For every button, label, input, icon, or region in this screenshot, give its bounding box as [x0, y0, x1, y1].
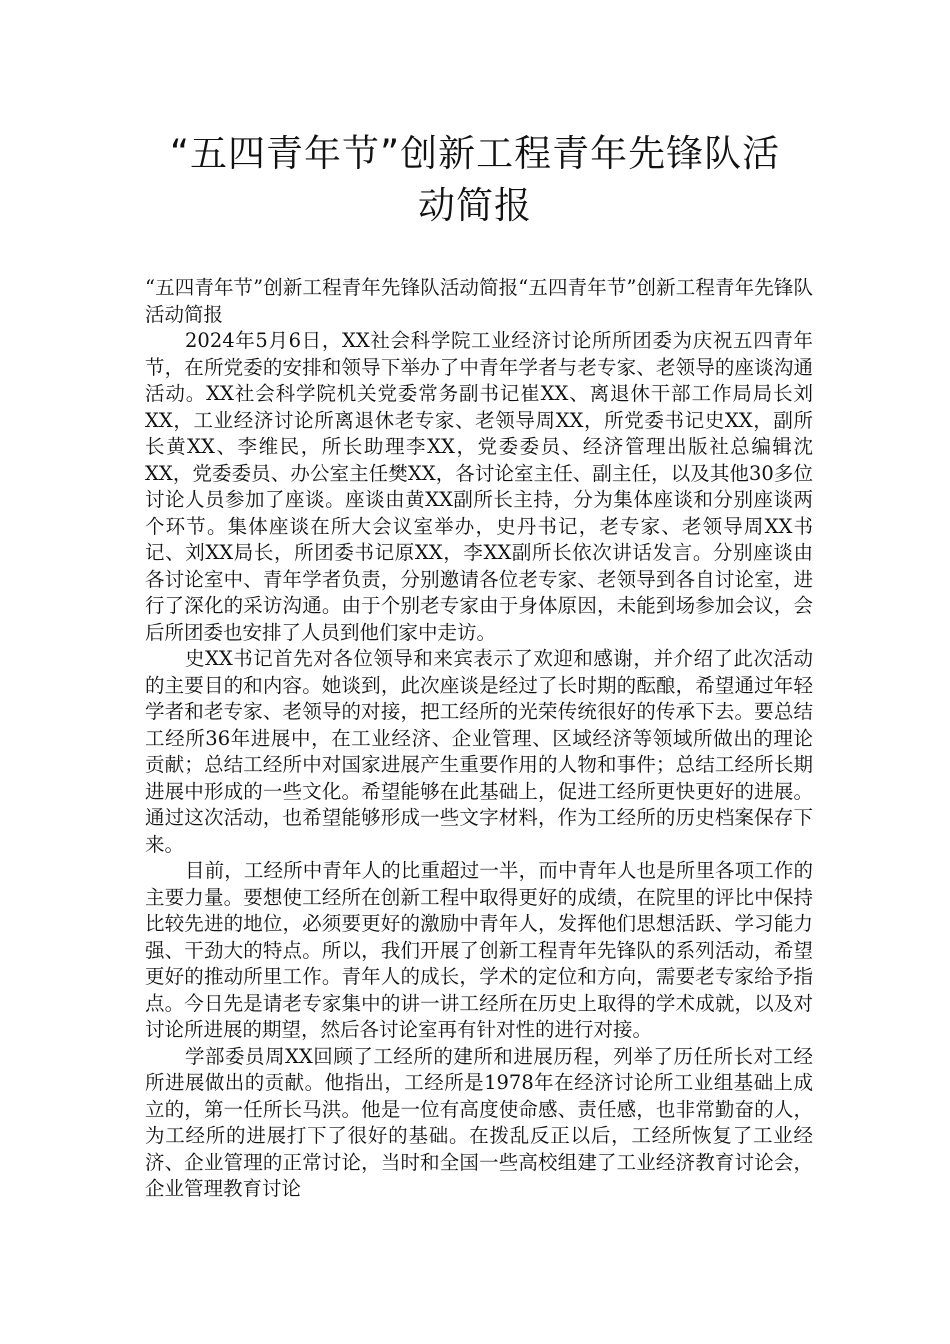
- paragraph-event-overview: 2024年5月6日，XX社会科学院工业经济讨论所所团委为庆祝五四青年节，在所党委的安排和领导下举办了中青年学者与老专家、老领导的座谈沟通活动。XX社会科学院机关党委常务副书记崔XX、离退休干部工作局局长刘XX，工业经济讨论所离退休老专家、老领导周XX，所党委书记史XX，副所长黄XX、李维民，所长助理李XX，党委委员、经济管理出版社总编辑沈XX，党委委员、办公室主任樊XX，各讨论室主任、副主任，以及其他30多位讨论人员参加了座谈。座谈由黄XX副所长主持，分为集体座谈和分别座谈两个环节。集体座谈在所大会议室举办，史丹书记，老专家、老领导周XX书记、刘XX局长，所团委书记原XX，李XX副所长依次讲话发言。分别座谈由各讨论室中、青年学者负责，分别邀请各位老专家、老领导到各自讨论室，进行了深化的采访沟通。由于个别老专家由于身体原因，未能到场参加会议，会后所团委也安排了人员到他们家中走访。: [145, 329, 813, 644]
- paragraph-heading-repeat: “五四青年节”创新工程青年先锋队活动简报“五四青年节”创新工程青年先锋队活动简报: [145, 276, 813, 326]
- paragraph-secretary-speech: 史XX书记首先对各位领导和来宾表示了欢迎和感谢，并介绍了此次活动的主要目的和内容。她谈到，此次座谈是经过了长时期的酝酿，希望通过年轻学者和老专家、老领导的对接，把工经所的光荣传统很好的传承下去。要总结工经所36年进展中，在工业经济、企业管理、区域经济等领域所做出的理论贡献；总结工经所中对国家进展产生重要作用的人物和事件；总结工经所长期进展中形成的一些文化。希望能够在此基础上，促进工经所更快更好的进展。通过这次活动，也希望能够形成一些文字材料，作为工经所的历史档案保存下来。: [145, 647, 813, 856]
- document-title: [120, 128, 830, 232]
- title-line-2: 动简报: [418, 184, 532, 227]
- title-line-1: “五四青年节”创新工程青年先锋队活: [169, 132, 781, 175]
- paragraph-young-researchers: 目前，工经所中青年人的比重超过一半，而中青年人也是所里各项工作的主要力量。要想使工经所在创新工程中取得更好的成绩，在院里的评比中保持比较先进的地位，必须要更好的激励中青年人，发挥他们思想活跃、学习能力强、干劲大的特点。所以，我们开展了创新工程青年先锋队的系列活动，希望更好的推动所里工作。青年人的成长，学术的定位和方向，需要老专家给予指点。今日先是请老专家集中的讲一讲工经所在历史上取得的学术成就，以及对讨论所进展的期望，然后各讨论室再有针对性的进行对接。: [145, 859, 813, 1041]
- document-body: [145, 275, 813, 1203]
- paragraph-history-review: 学部委员周XX回顾了工经所的建所和进展历程，列举了历任所长对工经所进展做出的贡献。他指出，工经所是1978年在经济讨论所工业组基础上成立的，第一任所长马洪。他是一位有高度使命感、责任感，也非常勤奋的人，为工经所的进展打下了很好的基础。在拨乱反正以后，工经所恢复了工业经济、企业管理的正常讨论，当时和全国一些高校组建了工业经济教育讨论会，企业管理教育讨论: [145, 1044, 813, 1200]
